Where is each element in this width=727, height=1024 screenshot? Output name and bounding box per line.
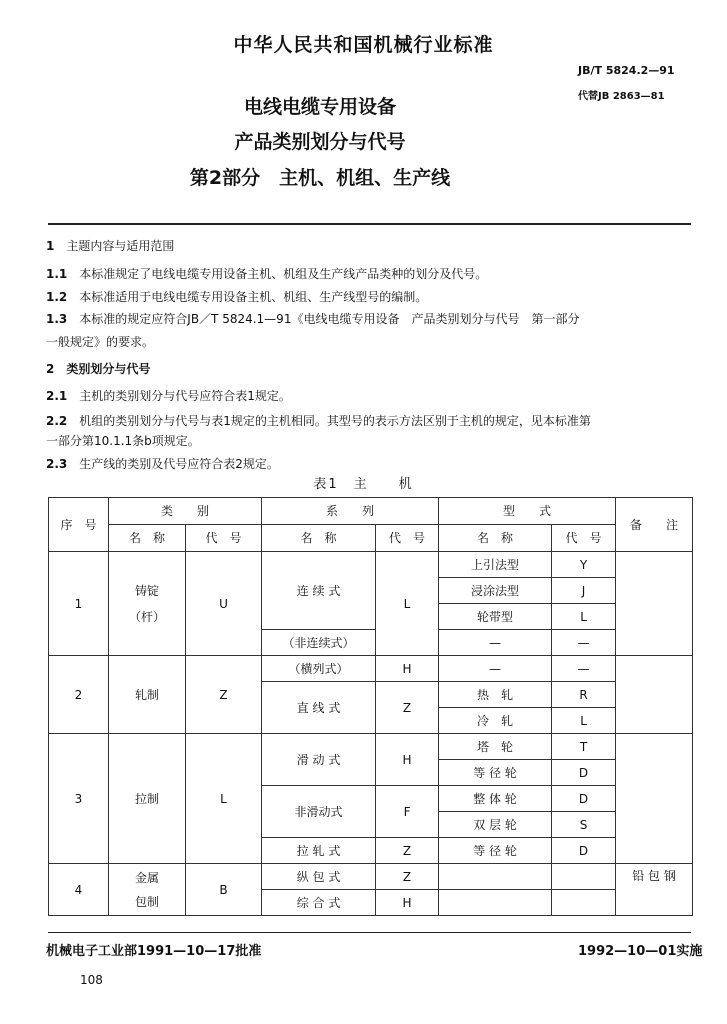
header-series-name: 名 称 xyxy=(262,525,376,552)
row-type-code: D xyxy=(552,760,616,786)
replaces-code: 代替JB 2863—81 xyxy=(578,91,665,102)
section-1-3-continued: 一般规定》的要求。 xyxy=(46,335,155,349)
row-type-code xyxy=(552,864,616,890)
row-series-name: 拉 轧 式 xyxy=(262,838,376,864)
row-remark: 铅 包 钢 xyxy=(616,864,693,916)
row-type-name: 等 径 轮 xyxy=(439,760,552,786)
row-type-code: — xyxy=(552,656,616,682)
row-seq: 4 xyxy=(49,864,109,916)
section-1-1: 1.1 本标准规定了电线电缆专用设备主机、机组及生产线产品类种的划分及代号。 xyxy=(46,267,488,281)
section-2-1: 2.1 主机的类别划分与代号应符合表1规定。 xyxy=(46,389,291,403)
row-category-code: Z xyxy=(186,656,262,734)
row-type-name: 浸涂法型 xyxy=(439,578,552,604)
row-series-code: H xyxy=(376,656,439,682)
table-caption: 表1 主 机 xyxy=(313,477,414,492)
row-type-code: Y xyxy=(552,552,616,578)
row-type-code: R xyxy=(552,682,616,708)
row-type-name: — xyxy=(439,630,552,656)
effective-date: 1992—10—01实施 xyxy=(578,944,703,959)
page-number: 108 xyxy=(80,973,103,987)
row-type-name: 塔 轮 xyxy=(439,734,552,760)
row-type-name: 冷 轧 xyxy=(439,708,552,734)
row-series-code: F xyxy=(376,786,439,838)
row-type-code: S xyxy=(552,812,616,838)
row-series-name: 纵 包 式 xyxy=(262,864,376,890)
header-seq: 序 号 xyxy=(49,498,109,552)
header-category-code: 代 号 xyxy=(186,525,262,552)
doc-title-line3: 第2部分 主机、机组、生产线 xyxy=(189,167,451,189)
header-category-name: 名 称 xyxy=(109,525,186,552)
header-type-name: 名 称 xyxy=(439,525,552,552)
row-series-name: 非滑动式 xyxy=(262,786,376,838)
row-seq: 3 xyxy=(49,734,109,864)
row-category-name: 金属 包制 xyxy=(109,864,186,916)
standard-code: JB/T 5824.2—91 xyxy=(578,64,675,77)
row-type-code: L xyxy=(552,604,616,630)
header-type: 型 式 xyxy=(439,498,616,525)
row-seq: 1 xyxy=(49,552,109,656)
row-category-code: U xyxy=(186,552,262,656)
section-1-heading: 1 主题内容与适用范围 xyxy=(46,239,175,253)
approval-date: 机械电子工业部1991—10—17批准 xyxy=(46,944,262,959)
header-remark: 备 注 xyxy=(616,498,693,552)
row-type-name: — xyxy=(439,656,552,682)
main-machine-table xyxy=(48,497,693,916)
row-series-name: 综 合 式 xyxy=(262,890,376,916)
header-series: 系 列 xyxy=(262,498,439,525)
section-2-2-continued: 一部分第10.1.1条b项规定。 xyxy=(46,434,200,448)
row-type-code xyxy=(552,890,616,916)
row-type-code: D xyxy=(552,786,616,812)
standard-org-title: 中华人民共和国机械行业标准 xyxy=(233,34,494,56)
row-series-name: （非连续式） xyxy=(262,630,376,656)
header-series-code: 代 号 xyxy=(376,525,439,552)
row-type-code: L xyxy=(552,708,616,734)
row-series-code: H xyxy=(376,734,439,786)
row-series-name: （横列式） xyxy=(262,656,376,682)
row-type-code: J xyxy=(552,578,616,604)
section-2-heading: 2 类别划分与代号 xyxy=(46,362,151,376)
row-type-name: 等 径 轮 xyxy=(439,838,552,864)
row-series-code: Z xyxy=(376,864,439,890)
section-2-3: 2.3 生产线的类别及代号应符合表2规定。 xyxy=(46,457,279,471)
section-1-3: 1.3 本标准的规定应符合JB／T 5824.1—91《电线电缆专用设备 产品类别划分与代号 第一部分 xyxy=(46,312,580,326)
table-row xyxy=(49,656,693,682)
row-seq: 2 xyxy=(49,656,109,734)
row-type-code: T xyxy=(552,734,616,760)
row-category-name: 轧制 xyxy=(109,656,186,734)
row-series-code: L xyxy=(376,552,439,656)
row-type-name: 轮带型 xyxy=(439,604,552,630)
row-type-name xyxy=(439,890,552,916)
table-row xyxy=(49,864,693,890)
row-category-code: B xyxy=(186,864,262,916)
row-type-name: 热 轧 xyxy=(439,682,552,708)
row-type-name: 整 体 轮 xyxy=(439,786,552,812)
section-2-2: 2.2 机组的类别划分与代号与表1规定的主机相同。其型号的表示方法区别于主机的规定，见本标准第 xyxy=(46,414,591,428)
table-row xyxy=(49,552,693,578)
row-type-code: — xyxy=(552,630,616,656)
row-category-name: 铸锭 （杆） xyxy=(109,552,186,656)
doc-title-line2: 产品类别划分与代号 xyxy=(234,131,406,153)
doc-title-line1: 电线电缆专用设备 xyxy=(243,96,396,118)
footer-divider xyxy=(48,932,691,933)
row-type-name: 双 层 轮 xyxy=(439,812,552,838)
row-type-name: 上引法型 xyxy=(439,552,552,578)
section-1-2: 1.2 本标准适用于电线电缆专用设备主机、机组、生产线型号的编制。 xyxy=(46,290,428,304)
header-category: 类 别 xyxy=(109,498,262,525)
row-remark xyxy=(616,656,693,734)
row-series-code: Z xyxy=(376,682,439,734)
row-series-name: 连 续 式 xyxy=(262,552,376,630)
row-type-name xyxy=(439,864,552,890)
row-series-code: Z xyxy=(376,838,439,864)
row-series-code: H xyxy=(376,890,439,916)
header-divider xyxy=(48,223,691,225)
row-series-name: 直 线 式 xyxy=(262,682,376,734)
row-remark xyxy=(616,734,693,864)
header-type-code: 代 号 xyxy=(552,525,616,552)
row-series-name: 滑 动 式 xyxy=(262,734,376,786)
table-row xyxy=(49,734,693,760)
row-category-name: 拉制 xyxy=(109,734,186,864)
row-category-code: L xyxy=(186,734,262,864)
row-type-code: D xyxy=(552,838,616,864)
row-remark xyxy=(616,552,693,656)
